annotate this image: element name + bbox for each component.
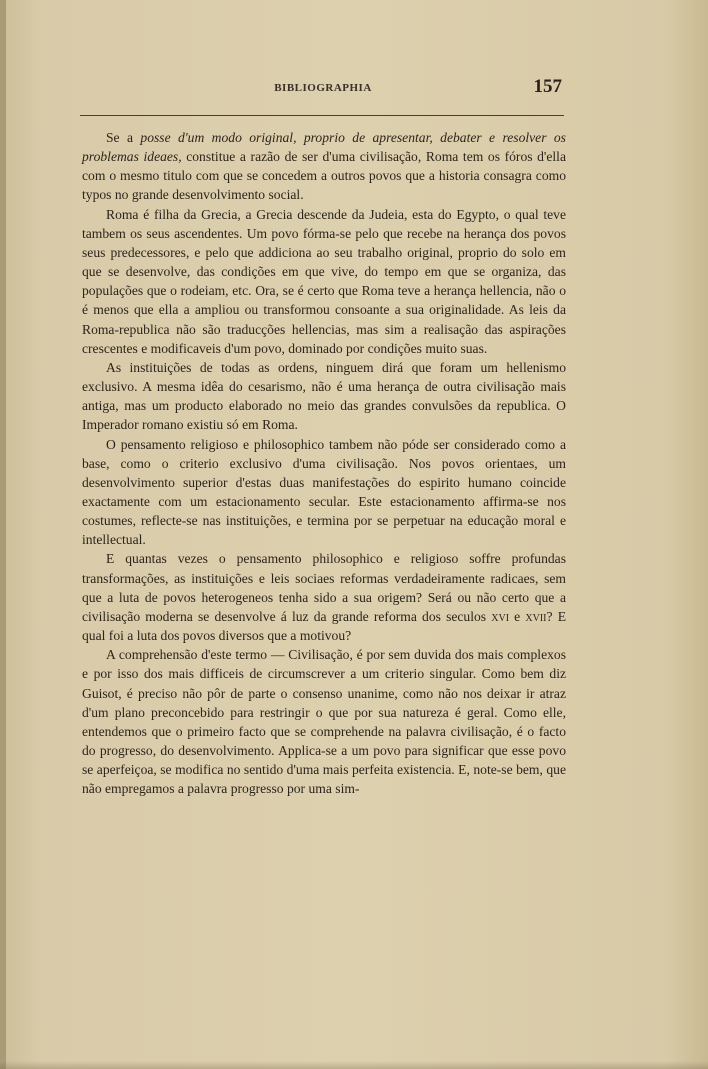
paragraph-1-italic: posse d'um modo original, proprio de apresentar, debater e resolver os problemas ideaes,: [82, 130, 566, 165]
header-rule: [80, 115, 564, 116]
page-number: 157: [533, 76, 562, 97]
page-left-edge: [0, 0, 6, 1069]
body-text: [82, 128, 566, 798]
paragraph-5-text-2: e: [509, 608, 526, 624]
century-xvi: xvi: [491, 608, 510, 624]
paragraph-1: [82, 128, 566, 205]
paragraph-1-lead: Se a: [106, 130, 141, 145]
page-bottom-shadow: [0, 1061, 708, 1069]
century-xvii: xvii: [525, 608, 547, 624]
running-head: [80, 74, 566, 102]
paragraph-1-rest: constitue a razão de ser d'uma civilisação, Roma tem os fóros d'ella com o mesmo titulo com que se concedem a outros povos que a historia consagra como typos no grande desenvolvimento social.: [82, 149, 566, 203]
paragraph-4: O pensamento religioso e philosophico tambem não póde ser considerado como a base, como o criterio exclusivo d'uma civilisação. Nos povos orientaes, um desenvolvimento superior d'estas duas manifestações do espirito humano coincide exactamente com um estacionamento secular. Este estacionamento affirma-se nos costumes, reflecte-se nas instituições, e termina por se perpetuar na educação moral e intellectual.: [82, 436, 566, 548]
paragraph-5-text-1: E quantas vezes o pensamento philosophico e religioso soffre profundas transformações, as instituições e leis sociaes reformas verdadeiramente radicaes, sem que a luta de povos heterogeneos tenha sido a sua origem? Será ou não certo que a civilisação moderna se desenvolve á luz da grande reforma dos seculos: [82, 551, 566, 624]
paragraph-5-text-3: ? E qual foi a luta dos povos diversos que a motivou?: [82, 608, 566, 644]
paragraph-6: A comprehensão d'este termo — Civilisação, é por sem duvida dos mais complexos e por isso dos mais difficeis de circumscrever a um criterio singular. Como bem diz Guisot, é preciso não pôr de parte o consenso unanime, como não nos deixar ir atraz d'um plano preconcebido para restringir o que por sua natureza é geral. Como elle, entendemos que o primeiro facto que se comprehende na palavra civilisação, é o facto do progresso, do desenvolvimento. Applica-se a um povo para significar que esse povo se aperfeiçoa, se modifica no sentido d'uma mais perfeita existencia. E, note-se bem, que não empregamos a palavra progresso por uma sim-: [82, 647, 566, 797]
running-title: BIBLIOGRAPHIA: [274, 82, 372, 94]
paragraph-5: [82, 549, 566, 645]
paragraph-3: As instituições de todas as ordens, ninguem dirá que foram um hellenismo exclusivo. A mesma idêa do cesarismo, não é uma herança de outra civilisação mais antiga, mas um producto elaborado no meio das grandes convulsões da republica. O Imperador romano existiu só em Roma.: [82, 359, 566, 433]
paragraph-2: Roma é filha da Grecia, a Grecia descende da Judeia, esta do Egypto, o qual teve tambem os seus ascendentes. Um povo fórma-se pelo que recebe na herança dos povos seus predecessores, e pelo que addiciona ao seu trabalho original, proprio do solo em que se desenvolve, das condições em que vive, do tempo em que se organiza, das populações que o rodeiam, etc. Ora, se é certo que Roma teve a herança hellencia, não o é menos que ella a ampliou ou transformou consoante a sua originalidade. As leis da Roma-republica não são traducções hellencias, mas sim a realisação das aspirações crescentes e modificaveis d'um povo, dominado por condições muito suas.: [82, 206, 566, 356]
